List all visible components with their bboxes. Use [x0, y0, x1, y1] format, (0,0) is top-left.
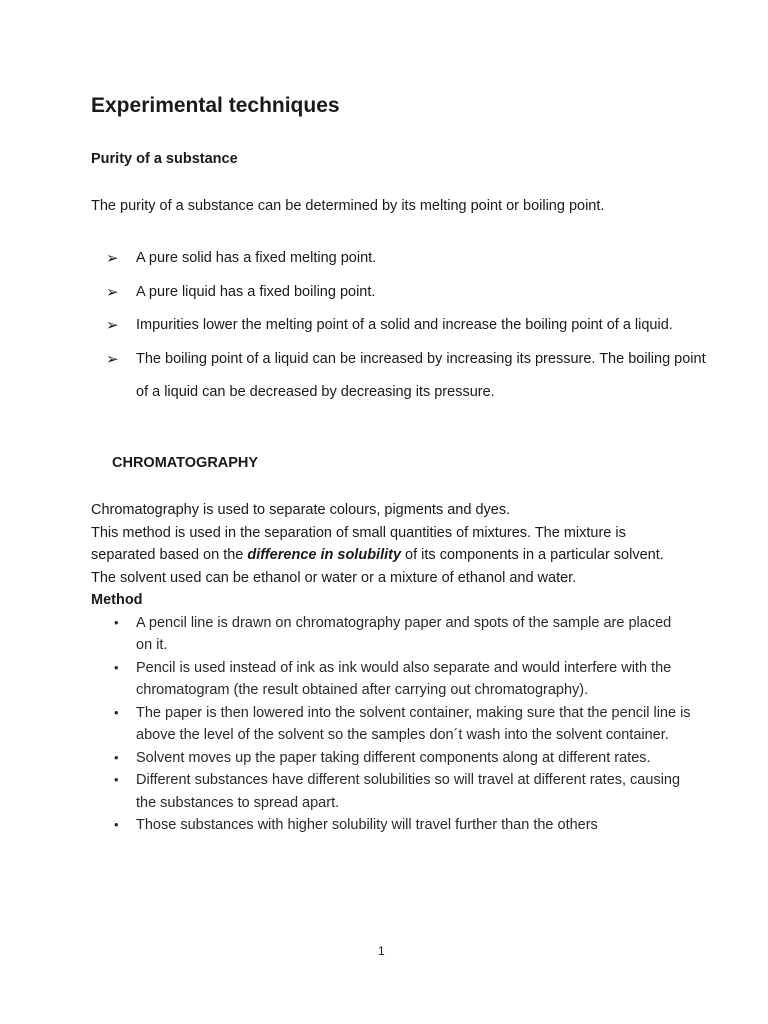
bullet-icon: • — [114, 614, 119, 630]
list-item-text: The boiling point of a liquid can be increased by increasing its pressure. The boiling point of a liquid can be decreased by decreasing its pressure. — [136, 350, 706, 400]
list-item-text: A pure solid has a fixed melting point. — [136, 250, 377, 266]
bullet-icon: • — [114, 659, 119, 675]
list-item-text: Different substances have different solubilities so will travel at different rates, causing the substances to spread apart. — [136, 772, 681, 811]
list-item-text: The paper is then lowered into the solvent container, making sure that the pencil line is above the level of the solvent so the samples don´t wash into the solvent container. — [136, 704, 691, 743]
bullet-icon: • — [114, 749, 119, 765]
chrom-paragraph-2-start: This method is used in the separation of small quantities of mixtures. The mixture is separated based on the — [91, 524, 626, 563]
chromatography-body — [91, 499, 691, 837]
page-title: Experimental techniques — [91, 94, 340, 117]
method-list — [91, 612, 691, 837]
emphasis-difference-in-solubility: difference in solubility — [247, 547, 402, 563]
bullet-icon: • — [114, 817, 119, 832]
list-item-text: A pure liquid has a fixed boiling point. — [136, 283, 376, 300]
list-item — [106, 276, 706, 310]
purity-heading: Purity of a substance — [91, 151, 238, 167]
purity-intro: The purity of a substance can be determined by its melting point or boiling point. — [91, 198, 605, 214]
list-item — [91, 814, 691, 837]
page-number: 1 — [378, 944, 385, 958]
arrow-bullet-icon: ➢ — [106, 250, 119, 267]
chrom-paragraph-1: Chromatography is used to separate colours, pigments and dyes. — [91, 502, 511, 518]
list-item — [106, 309, 706, 343]
list-item-text: Solvent moves up the paper taking different components along at different rates. — [136, 749, 651, 766]
method-heading: Method — [91, 592, 143, 608]
chromatography-heading: CHROMATOGRAPHY — [112, 455, 259, 471]
arrow-bullet-icon: ➢ — [106, 317, 119, 334]
list-item — [106, 343, 706, 410]
chrom-paragraph-2 — [91, 522, 691, 567]
list-item — [91, 612, 691, 657]
list-item — [106, 242, 706, 276]
list-item — [91, 769, 691, 814]
list-item-text: Those substances with higher solubility will travel further than the others — [136, 817, 598, 833]
chrom-paragraph-2-end: of its components in a particular solvent. — [401, 547, 664, 563]
list-item-text: A pencil line is drawn on chromatography paper and spots of the sample are placed on it. — [136, 614, 672, 653]
bullet-icon: • — [114, 772, 119, 787]
list-item-text: Impurities lower the melting point of a solid and increase the boiling point of a liquid. — [136, 317, 673, 333]
purity-list — [106, 242, 706, 410]
chrom-paragraph-3: The solvent used can be ethanol or water or a mixture of ethanol and water. — [91, 569, 577, 586]
arrow-bullet-icon: ➢ — [106, 283, 119, 301]
list-item — [91, 747, 691, 770]
list-item — [91, 702, 691, 747]
list-item-text: Pencil is used instead of ink as ink would also separate and would interfere with the chromatogram (the result obtained after carrying out chromatography). — [136, 659, 672, 698]
bullet-icon: • — [114, 704, 119, 720]
arrow-bullet-icon: ➢ — [106, 350, 119, 368]
list-item — [91, 657, 691, 702]
